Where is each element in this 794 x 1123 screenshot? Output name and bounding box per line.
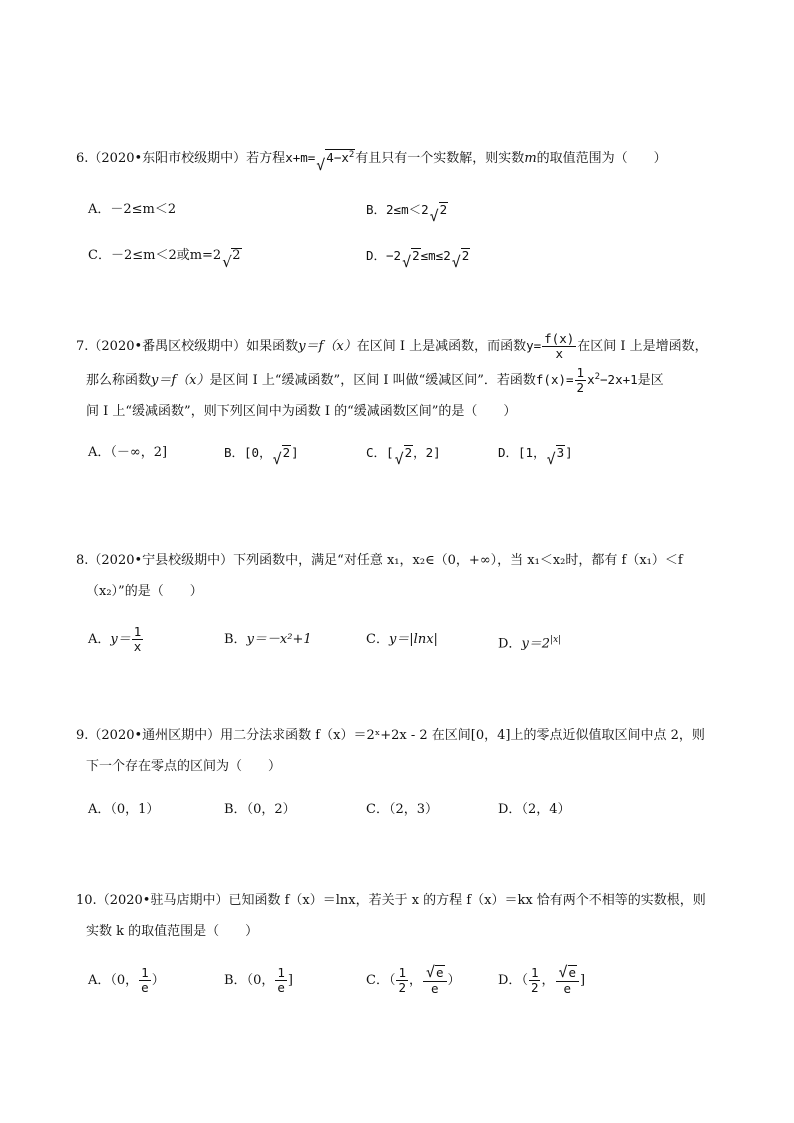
question-number: 10. (76, 893, 97, 908)
question-7-stem: 7.（2020•番禺区校级期中）如果函数y＝f（x）在区间 I 上是减函数，而函数y= $\frac{f(x)}{x}$ 在区间 I 上是增函数， 那么称函数y＝f（x）是区间 I 上“缓减函数”，区间 I 叫做“缓减区间”．若函数f(x)= $\frac{1}{2}$ $x^2-2x+1$是区 间 I 上“缓减函数”，则下列区间中为函数 I 的“缓减函数区间”的是（ ） (76, 330, 708, 420)
option-b: B．（0，2） (224, 802, 296, 817)
question-7 (76, 330, 736, 467)
option-a: A．（0， $\frac{1}{e}$ ） (88, 964, 165, 995)
question-8 (76, 545, 736, 657)
options-row (76, 963, 736, 999)
option-a: A．（0，1） (88, 802, 160, 817)
options-row (76, 623, 736, 657)
option-a: A．y＝ $\frac{1}{x}$ (88, 623, 142, 654)
option-c: C．y＝|lnx| (366, 632, 438, 647)
question-6 (76, 142, 736, 270)
question-source: （2020•番禺区校级期中） (88, 339, 247, 354)
question-source: （2020•东阳市校级期中） (88, 151, 247, 166)
question-10 (76, 885, 736, 999)
option-c: C．[ √ 2，2] (366, 445, 441, 469)
question-number: 7. (76, 339, 89, 354)
option-b: B．[0， √ 2] (224, 445, 299, 469)
option-b: B．y＝－x²+1 (224, 632, 312, 647)
question-source: （2020•驻马店期中） (96, 893, 229, 908)
question-number: 8. (76, 553, 89, 568)
option-a: A．－2≤m＜2 (88, 202, 177, 217)
option-b: B．2≤m＜2 √ 2 (366, 202, 448, 225)
option-b: B．（0， $\frac{1}{e}$ ] (224, 964, 293, 995)
question-9-stem: 9.（2020•通州区期中）用二分法求函数 f（x）＝2ˣ+2x - 2 在区间[0，4]上的零点近似值取区间中点 2，则 下一个存在零点的区间为（ ） (76, 728, 705, 774)
question-9 (76, 720, 736, 824)
question-source: （2020•宁县校级期中） (88, 553, 234, 568)
question-source: （2020•通州区期中） (88, 728, 221, 743)
equation: x+m= √ $4-x^2$ (285, 150, 355, 165)
options-row (76, 796, 736, 824)
option-d: D．$y=2^{|x|}$ (498, 635, 562, 652)
option-d: D．−2 √ 2≤m≤2 √ 2 (366, 248, 470, 271)
question-number: 9. (76, 728, 89, 743)
question-6-stem: 6.（2020•东阳市校级期中）若方程x+m= √ $4-x^2$有且只有一个实数解，则实数m的取值范围为（ ） (76, 142, 736, 174)
options-row (76, 439, 736, 467)
fraction: $\frac{1}{2}$ (576, 364, 585, 396)
option-c: C．－2≤m＜2或m=2 √ 2 (88, 248, 241, 271)
sqrt-expression: √ $4-x^2$ (316, 149, 355, 174)
question-10-stem: 10.（2020•驻马店期中）已知函数 f（x）＝lnx，若关于 x 的方程 f（x）＝kx 恰有两个不相等的实数根，则 实数 k 的取值范围是（ ） (76, 893, 706, 939)
option-a: A．（－∞，2] (88, 445, 168, 461)
option-d: D．（2，4） (498, 802, 571, 817)
option-d: D．（ $\frac{1}{2}$ ， √ e e ] (498, 963, 586, 997)
question-number: 6. (76, 151, 89, 166)
options-row (76, 196, 736, 224)
option-d: D．[1， √ 3] (498, 445, 573, 469)
option-c: C．（2，3） (366, 802, 438, 817)
question-8-stem: 8.（2020•宁县校级期中）下列函数中，满足“对任意 x₁，x₂∈（0，+∞），当 x₁＜x₂时，都有 f（x₁）＜f （x₂）”的是（ ） (76, 553, 683, 599)
options-row (76, 242, 736, 270)
option-c: C．（ $\frac{1}{2}$ ， √ e e ） (366, 963, 461, 997)
fraction: $\frac{f(x)}{x}$ (544, 330, 575, 361)
